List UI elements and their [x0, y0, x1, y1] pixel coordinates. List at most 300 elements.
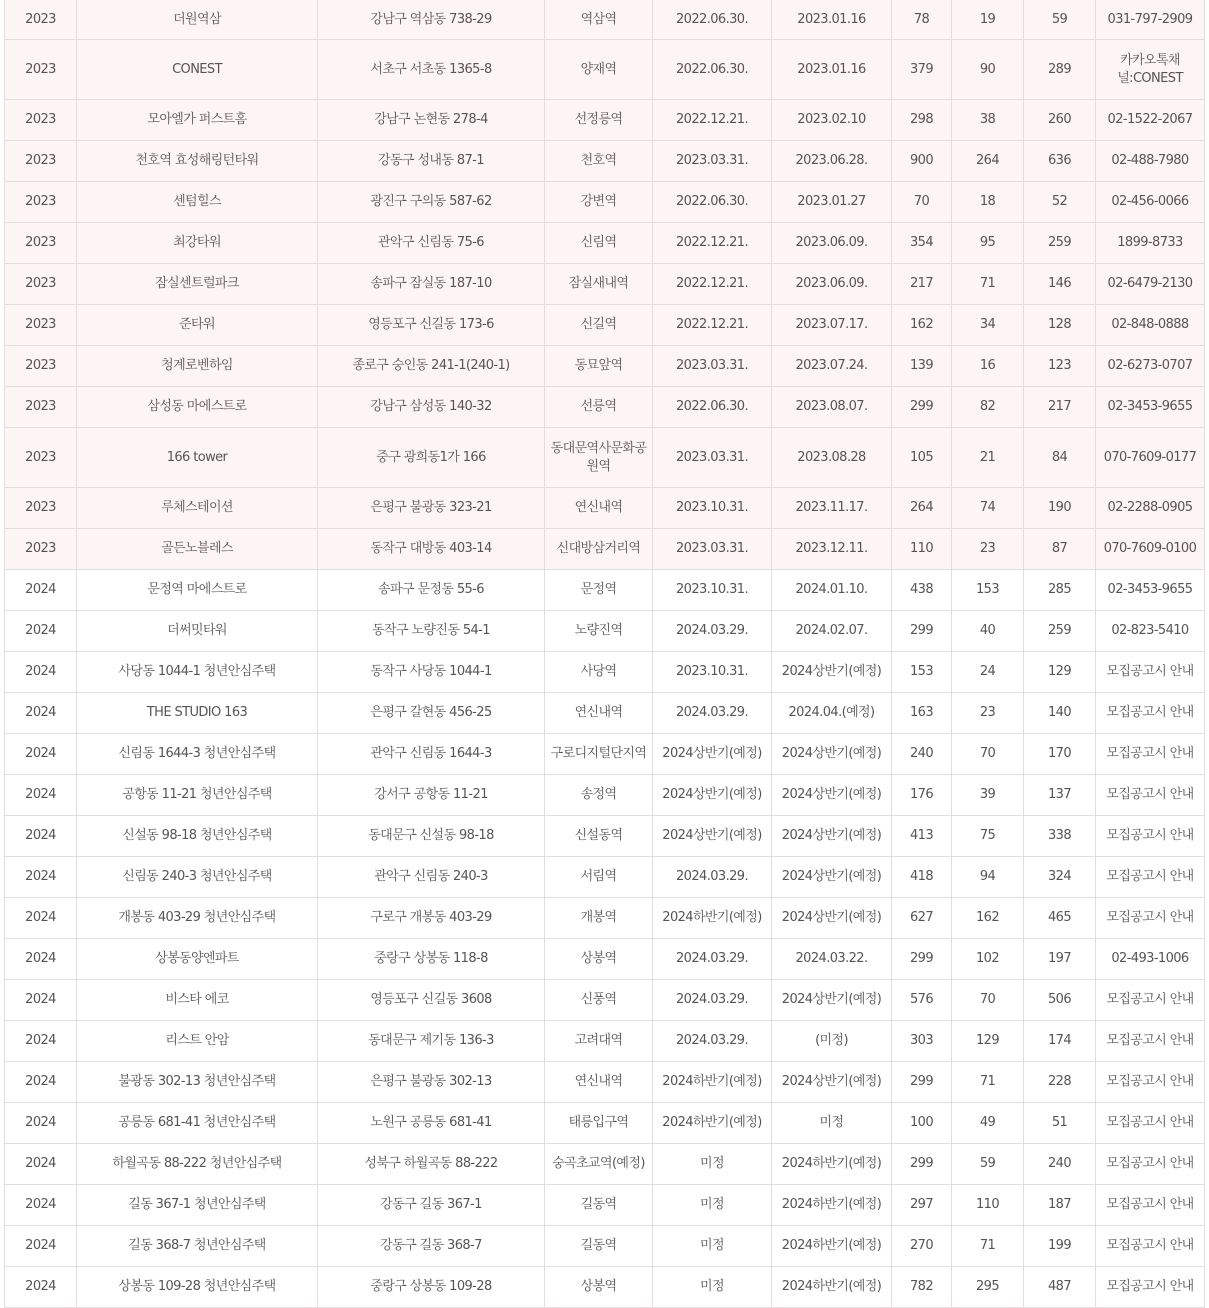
total-units-cell: 354	[892, 223, 952, 264]
private-units-cell: 84	[1024, 428, 1096, 488]
address-cell: 강서구 공항동 11-21	[318, 775, 545, 816]
name-cell: 골든노블레스	[77, 529, 318, 570]
address-cell: 서초구 서초동 1365-8	[318, 40, 545, 100]
total-units-cell: 176	[892, 775, 952, 816]
notice-date-cell: 2024상반기(예정)	[653, 734, 772, 775]
total-units-cell: 299	[892, 611, 952, 652]
move-in-date-cell: 2023.07.24.	[772, 346, 892, 387]
address-cell: 중랑구 상봉동 118-8	[318, 939, 545, 980]
year-cell: 2024	[5, 1185, 77, 1226]
move-in-date-cell: 2024하반기(예정)	[772, 1144, 892, 1185]
public-units-cell: 75	[952, 816, 1024, 857]
notice-date-cell: 2023.03.31.	[653, 428, 772, 488]
table-row	[5, 816, 1205, 857]
total-units-cell: 576	[892, 980, 952, 1021]
contact-cell: 모집공고시 안내	[1096, 1021, 1205, 1062]
total-units-cell: 217	[892, 264, 952, 305]
public-units-cell: 82	[952, 387, 1024, 428]
public-units-cell: 71	[952, 1226, 1024, 1267]
station-cell: 태릉입구역	[545, 1103, 653, 1144]
name-cell: 잠실센트럴파크	[77, 264, 318, 305]
name-cell: 루체스테이션	[77, 488, 318, 529]
public-units-cell: 21	[952, 428, 1024, 488]
year-cell: 2024	[5, 775, 77, 816]
address-cell: 광진구 구의동 587-62	[318, 182, 545, 223]
table-row	[5, 100, 1205, 141]
private-units-cell: 52	[1024, 182, 1096, 223]
table-row	[5, 1021, 1205, 1062]
contact-cell: 031-797-2909	[1096, 0, 1205, 40]
contact-cell: 모집공고시 안내	[1096, 980, 1205, 1021]
private-units-cell: 487	[1024, 1267, 1096, 1308]
address-cell: 영등포구 신길동 173-6	[318, 305, 545, 346]
contact-cell: 02-456-0066	[1096, 182, 1205, 223]
notice-date-cell: 2022.12.21.	[653, 264, 772, 305]
public-units-cell: 23	[952, 693, 1024, 734]
private-units-cell: 217	[1024, 387, 1096, 428]
notice-date-cell: 2022.06.30.	[653, 387, 772, 428]
private-units-cell: 140	[1024, 693, 1096, 734]
station-cell: 문정역	[545, 570, 653, 611]
station-cell: 고려대역	[545, 1021, 653, 1062]
contact-cell: 모집공고시 안내	[1096, 1062, 1205, 1103]
private-units-cell: 197	[1024, 939, 1096, 980]
public-units-cell: 110	[952, 1185, 1024, 1226]
public-units-cell: 70	[952, 734, 1024, 775]
public-units-cell: 162	[952, 898, 1024, 939]
station-cell: 구로디지털단지역	[545, 734, 653, 775]
total-units-cell: 413	[892, 816, 952, 857]
table-row	[5, 1226, 1205, 1267]
name-cell: 166 tower	[77, 428, 318, 488]
year-cell: 2024	[5, 652, 77, 693]
public-units-cell: 70	[952, 980, 1024, 1021]
private-units-cell: 465	[1024, 898, 1096, 939]
private-units-cell: 137	[1024, 775, 1096, 816]
move-in-date-cell: 미정	[772, 1103, 892, 1144]
public-units-cell: 94	[952, 857, 1024, 898]
name-cell: 청계로벤하임	[77, 346, 318, 387]
address-cell: 송파구 문정동 55-6	[318, 570, 545, 611]
private-units-cell: 87	[1024, 529, 1096, 570]
name-cell: 센텀힐스	[77, 182, 318, 223]
move-in-date-cell: 2023.01.16	[772, 0, 892, 40]
move-in-date-cell: 2023.12.11.	[772, 529, 892, 570]
station-cell: 송정역	[545, 775, 653, 816]
address-cell: 강남구 삼성동 140-32	[318, 387, 545, 428]
private-units-cell: 187	[1024, 1185, 1096, 1226]
name-cell: 공릉동 681-41 청년안심주택	[77, 1103, 318, 1144]
total-units-cell: 264	[892, 488, 952, 529]
table-row	[5, 1062, 1205, 1103]
name-cell: 비스타 에코	[77, 980, 318, 1021]
public-units-cell: 264	[952, 141, 1024, 182]
table-row	[5, 141, 1205, 182]
year-cell: 2023	[5, 141, 77, 182]
contact-cell: 070-7609-0100	[1096, 529, 1205, 570]
public-units-cell: 71	[952, 264, 1024, 305]
name-cell: CONEST	[77, 40, 318, 100]
contact-cell: 1899-8733	[1096, 223, 1205, 264]
year-cell: 2024	[5, 898, 77, 939]
station-cell: 상봉역	[545, 939, 653, 980]
notice-date-cell: 2024.03.29.	[653, 1021, 772, 1062]
table-row	[5, 387, 1205, 428]
station-cell: 신길역	[545, 305, 653, 346]
contact-cell: 모집공고시 안내	[1096, 693, 1205, 734]
station-cell: 신림역	[545, 223, 653, 264]
name-cell: 천호역 효성해링턴타워	[77, 141, 318, 182]
public-units-cell: 153	[952, 570, 1024, 611]
address-cell: 관악구 신림동 240-3	[318, 857, 545, 898]
station-cell: 강변역	[545, 182, 653, 223]
total-units-cell: 299	[892, 1062, 952, 1103]
private-units-cell: 128	[1024, 305, 1096, 346]
table-row	[5, 1103, 1205, 1144]
move-in-date-cell: 2023.11.17.	[772, 488, 892, 529]
name-cell: 최강타워	[77, 223, 318, 264]
move-in-date-cell: 2024.02.07.	[772, 611, 892, 652]
address-cell: 노원구 공릉동 681-41	[318, 1103, 545, 1144]
year-cell: 2024	[5, 816, 77, 857]
name-cell: 문정역 마에스트로	[77, 570, 318, 611]
name-cell: 더원역삼	[77, 0, 318, 40]
move-in-date-cell: 2024상반기(예정)	[772, 898, 892, 939]
table-row	[5, 305, 1205, 346]
contact-cell: 모집공고시 안내	[1096, 1267, 1205, 1308]
address-cell: 영등포구 신길동 3608	[318, 980, 545, 1021]
notice-date-cell: 미정	[653, 1267, 772, 1308]
move-in-date-cell: 2023.08.07.	[772, 387, 892, 428]
notice-date-cell: 2023.03.31.	[653, 529, 772, 570]
table-row	[5, 182, 1205, 223]
contact-cell: 모집공고시 안내	[1096, 1144, 1205, 1185]
year-cell: 2023	[5, 428, 77, 488]
year-cell: 2023	[5, 387, 77, 428]
address-cell: 종로구 숭인동 241-1(240-1)	[318, 346, 545, 387]
total-units-cell: 297	[892, 1185, 952, 1226]
year-cell: 2024	[5, 1103, 77, 1144]
public-units-cell: 49	[952, 1103, 1024, 1144]
public-units-cell: 74	[952, 488, 1024, 529]
year-cell: 2023	[5, 529, 77, 570]
notice-date-cell: 2023.03.31.	[653, 346, 772, 387]
public-units-cell: 19	[952, 0, 1024, 40]
move-in-date-cell: 2024.03.22.	[772, 939, 892, 980]
private-units-cell: 324	[1024, 857, 1096, 898]
year-cell: 2024	[5, 857, 77, 898]
year-cell: 2024	[5, 734, 77, 775]
move-in-date-cell: 2024하반기(예정)	[772, 1267, 892, 1308]
table-row	[5, 939, 1205, 980]
total-units-cell: 418	[892, 857, 952, 898]
table-body	[5, 0, 1205, 1308]
name-cell: 불광동 302-13 청년안심주택	[77, 1062, 318, 1103]
contact-cell: 02-1522-2067	[1096, 100, 1205, 141]
notice-date-cell: 2022.12.21.	[653, 305, 772, 346]
total-units-cell: 438	[892, 570, 952, 611]
table-row	[5, 346, 1205, 387]
address-cell: 동작구 대방동 403-14	[318, 529, 545, 570]
public-units-cell: 129	[952, 1021, 1024, 1062]
total-units-cell: 270	[892, 1226, 952, 1267]
name-cell: 상봉동양엔파트	[77, 939, 318, 980]
move-in-date-cell: 2024상반기(예정)	[772, 1062, 892, 1103]
public-units-cell: 24	[952, 652, 1024, 693]
table-row	[5, 1185, 1205, 1226]
station-cell: 잠실새내역	[545, 264, 653, 305]
station-cell: 상봉역	[545, 1267, 653, 1308]
move-in-date-cell: 2023.06.09.	[772, 223, 892, 264]
private-units-cell: 199	[1024, 1226, 1096, 1267]
table-row	[5, 529, 1205, 570]
private-units-cell: 170	[1024, 734, 1096, 775]
move-in-date-cell: (미정)	[772, 1021, 892, 1062]
table-row	[5, 980, 1205, 1021]
station-cell: 신풍역	[545, 980, 653, 1021]
table-row	[5, 693, 1205, 734]
contact-cell: 카카오톡채널:CONEST	[1096, 40, 1205, 100]
name-cell: 삼성동 마에스트로	[77, 387, 318, 428]
move-in-date-cell: 2024상반기(예정)	[772, 775, 892, 816]
station-cell: 선릉역	[545, 387, 653, 428]
table-row	[5, 898, 1205, 939]
table-row	[5, 734, 1205, 775]
address-cell: 동대문구 신설동 98-18	[318, 816, 545, 857]
station-cell: 양재역	[545, 40, 653, 100]
address-cell: 송파구 잠실동 187-10	[318, 264, 545, 305]
name-cell: 상봉동 109-28 청년안심주택	[77, 1267, 318, 1308]
private-units-cell: 240	[1024, 1144, 1096, 1185]
total-units-cell: 298	[892, 100, 952, 141]
address-cell: 동대문구 제기동 136-3	[318, 1021, 545, 1062]
total-units-cell: 70	[892, 182, 952, 223]
move-in-date-cell: 2023.06.28.	[772, 141, 892, 182]
station-cell: 서림역	[545, 857, 653, 898]
year-cell: 2024	[5, 1267, 77, 1308]
total-units-cell: 299	[892, 387, 952, 428]
total-units-cell: 162	[892, 305, 952, 346]
public-units-cell: 102	[952, 939, 1024, 980]
public-units-cell: 18	[952, 182, 1024, 223]
address-cell: 강남구 논현동 278-4	[318, 100, 545, 141]
notice-date-cell: 2024.03.29.	[653, 939, 772, 980]
name-cell: THE STUDIO 163	[77, 693, 318, 734]
address-cell: 은평구 갈현동 456-25	[318, 693, 545, 734]
table-row	[5, 264, 1205, 305]
station-cell: 신설동역	[545, 816, 653, 857]
notice-date-cell: 2023.10.31.	[653, 652, 772, 693]
station-cell: 역삼역	[545, 0, 653, 40]
contact-cell: 모집공고시 안내	[1096, 1103, 1205, 1144]
total-units-cell: 299	[892, 1144, 952, 1185]
address-cell: 관악구 신림동 75-6	[318, 223, 545, 264]
year-cell: 2023	[5, 488, 77, 529]
move-in-date-cell: 2024.01.10.	[772, 570, 892, 611]
move-in-date-cell: 2023.01.16	[772, 40, 892, 100]
total-units-cell: 100	[892, 1103, 952, 1144]
private-units-cell: 51	[1024, 1103, 1096, 1144]
public-units-cell: 16	[952, 346, 1024, 387]
year-cell: 2024	[5, 611, 77, 652]
notice-date-cell: 2024상반기(예정)	[653, 775, 772, 816]
notice-date-cell: 2024하반기(예정)	[653, 1103, 772, 1144]
contact-cell: 02-823-5410	[1096, 611, 1205, 652]
address-cell: 동작구 사당동 1044-1	[318, 652, 545, 693]
move-in-date-cell: 2024상반기(예정)	[772, 816, 892, 857]
address-cell: 성북구 하월곡동 88-222	[318, 1144, 545, 1185]
table-row	[5, 428, 1205, 488]
address-cell: 강동구 성내동 87-1	[318, 141, 545, 182]
name-cell: 신설동 98-18 청년안심주택	[77, 816, 318, 857]
name-cell: 더써밋타워	[77, 611, 318, 652]
table-row	[5, 857, 1205, 898]
private-units-cell: 506	[1024, 980, 1096, 1021]
name-cell: 하월곡동 88-222 청년안심주택	[77, 1144, 318, 1185]
station-cell: 사당역	[545, 652, 653, 693]
public-units-cell: 34	[952, 305, 1024, 346]
total-units-cell: 303	[892, 1021, 952, 1062]
address-cell: 동작구 노량진동 54-1	[318, 611, 545, 652]
station-cell: 길동역	[545, 1226, 653, 1267]
table-row	[5, 570, 1205, 611]
name-cell: 사당동 1044-1 청년안심주택	[77, 652, 318, 693]
contact-cell: 02-3453-9655	[1096, 570, 1205, 611]
contact-cell: 02-2288-0905	[1096, 488, 1205, 529]
total-units-cell: 105	[892, 428, 952, 488]
name-cell: 길동 367-1 청년안심주택	[77, 1185, 318, 1226]
notice-date-cell: 2022.12.21.	[653, 100, 772, 141]
station-cell: 연신내역	[545, 1062, 653, 1103]
contact-cell: 02-488-7980	[1096, 141, 1205, 182]
contact-cell: 02-848-0888	[1096, 305, 1205, 346]
name-cell: 길동 368-7 청년안심주택	[77, 1226, 318, 1267]
notice-date-cell: 2023.10.31.	[653, 488, 772, 529]
public-units-cell: 39	[952, 775, 1024, 816]
total-units-cell: 240	[892, 734, 952, 775]
public-units-cell: 95	[952, 223, 1024, 264]
table-row	[5, 611, 1205, 652]
contact-cell: 02-3453-9655	[1096, 387, 1205, 428]
year-cell: 2024	[5, 693, 77, 734]
total-units-cell: 627	[892, 898, 952, 939]
notice-date-cell: 2024.03.29.	[653, 693, 772, 734]
table-row	[5, 40, 1205, 100]
address-cell: 강남구 역삼동 738-29	[318, 0, 545, 40]
move-in-date-cell: 2023.02.10	[772, 100, 892, 141]
move-in-date-cell: 2024하반기(예정)	[772, 1226, 892, 1267]
table-row	[5, 0, 1205, 40]
contact-cell: 02-6479-2130	[1096, 264, 1205, 305]
address-cell: 중구 광희동1가 166	[318, 428, 545, 488]
notice-date-cell: 2023.03.31.	[653, 141, 772, 182]
year-cell: 2024	[5, 570, 77, 611]
year-cell: 2024	[5, 1021, 77, 1062]
notice-date-cell: 2022.06.30.	[653, 182, 772, 223]
public-units-cell: 295	[952, 1267, 1024, 1308]
total-units-cell: 163	[892, 693, 952, 734]
notice-date-cell: 미정	[653, 1185, 772, 1226]
move-in-date-cell: 2024상반기(예정)	[772, 980, 892, 1021]
table-row	[5, 1267, 1205, 1308]
year-cell: 2024	[5, 1144, 77, 1185]
year-cell: 2023	[5, 182, 77, 223]
year-cell: 2024	[5, 1226, 77, 1267]
move-in-date-cell: 2024상반기(예정)	[772, 857, 892, 898]
year-cell: 2023	[5, 100, 77, 141]
total-units-cell: 782	[892, 1267, 952, 1308]
table-row	[5, 775, 1205, 816]
year-cell: 2024	[5, 939, 77, 980]
total-units-cell: 900	[892, 141, 952, 182]
contact-cell: 모집공고시 안내	[1096, 1185, 1205, 1226]
notice-date-cell: 2024.03.29.	[653, 980, 772, 1021]
table-row	[5, 223, 1205, 264]
station-cell: 동묘앞역	[545, 346, 653, 387]
table-row	[5, 652, 1205, 693]
year-cell: 2023	[5, 305, 77, 346]
contact-cell: 모집공고시 안내	[1096, 1226, 1205, 1267]
notice-date-cell: 2022.06.30.	[653, 40, 772, 100]
address-cell: 관악구 신림동 1644-3	[318, 734, 545, 775]
notice-date-cell: 2023.10.31.	[653, 570, 772, 611]
name-cell: 신림동 1644-3 청년안심주택	[77, 734, 318, 775]
notice-date-cell: 2024.03.29.	[653, 857, 772, 898]
year-cell: 2024	[5, 980, 77, 1021]
contact-cell: 070-7609-0177	[1096, 428, 1205, 488]
notice-date-cell: 2022.12.21.	[653, 223, 772, 264]
move-in-date-cell: 2024하반기(예정)	[772, 1185, 892, 1226]
total-units-cell: 299	[892, 939, 952, 980]
private-units-cell: 285	[1024, 570, 1096, 611]
public-units-cell: 40	[952, 611, 1024, 652]
private-units-cell: 289	[1024, 40, 1096, 100]
total-units-cell: 139	[892, 346, 952, 387]
address-cell: 은평구 불광동 302-13	[318, 1062, 545, 1103]
station-cell: 연신내역	[545, 693, 653, 734]
name-cell: 공항동 11-21 청년안심주택	[77, 775, 318, 816]
station-cell: 천호역	[545, 141, 653, 182]
station-cell: 개봉역	[545, 898, 653, 939]
notice-date-cell: 2024하반기(예정)	[653, 898, 772, 939]
private-units-cell: 59	[1024, 0, 1096, 40]
public-units-cell: 38	[952, 100, 1024, 141]
public-units-cell: 71	[952, 1062, 1024, 1103]
total-units-cell: 78	[892, 0, 952, 40]
station-cell: 길동역	[545, 1185, 653, 1226]
address-cell: 강동구 길동 367-1	[318, 1185, 545, 1226]
address-cell: 중랑구 상봉동 109-28	[318, 1267, 545, 1308]
private-units-cell: 259	[1024, 223, 1096, 264]
name-cell: 준타워	[77, 305, 318, 346]
private-units-cell: 260	[1024, 100, 1096, 141]
contact-cell: 모집공고시 안내	[1096, 652, 1205, 693]
station-cell: 연신내역	[545, 488, 653, 529]
private-units-cell: 174	[1024, 1021, 1096, 1062]
notice-date-cell: 2024상반기(예정)	[653, 816, 772, 857]
name-cell: 신림동 240-3 청년안심주택	[77, 857, 318, 898]
contact-cell: 모집공고시 안내	[1096, 816, 1205, 857]
year-cell: 2023	[5, 346, 77, 387]
year-cell: 2023	[5, 40, 77, 100]
year-cell: 2024	[5, 1062, 77, 1103]
contact-cell: 모집공고시 안내	[1096, 734, 1205, 775]
name-cell: 개봉동 403-29 청년안심주택	[77, 898, 318, 939]
move-in-date-cell: 2024상반기(예정)	[772, 734, 892, 775]
private-units-cell: 129	[1024, 652, 1096, 693]
year-cell: 2023	[5, 264, 77, 305]
table-row	[5, 488, 1205, 529]
